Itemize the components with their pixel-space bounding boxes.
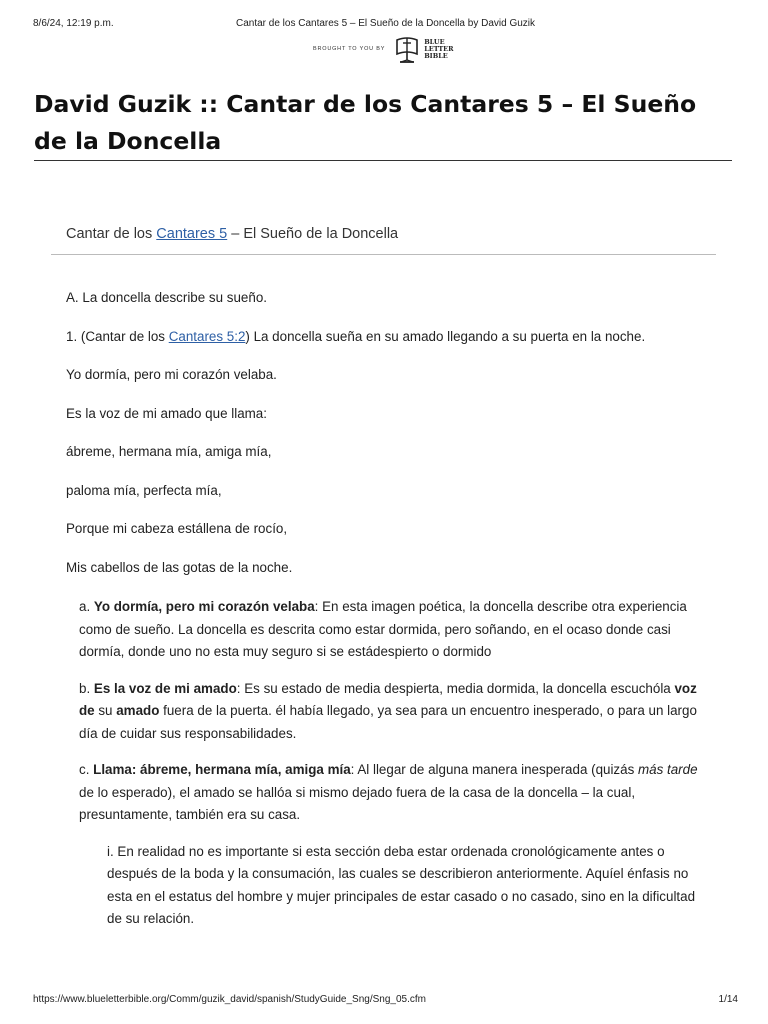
verse-line: ábreme, hermana mía, amiga mía, bbox=[66, 444, 272, 459]
verse-line: Mis cabellos de las gotas de la noche. bbox=[66, 559, 293, 575]
verse-line: Es la voz de mi amado que llama: bbox=[66, 405, 267, 421]
logo-wordmark: BLUE LETTER BIBLE bbox=[424, 37, 454, 60]
blue-letter-bible-logo[interactable] bbox=[393, 34, 453, 64]
verse-line: paloma mía, perfecta mía, bbox=[66, 482, 222, 498]
print-footer bbox=[33, 994, 738, 1005]
print-doc-title: Cantar de los Cantares 5 – El Sueño de la Doncella by David Guzik bbox=[235, 18, 536, 29]
commentary-body bbox=[66, 288, 706, 945]
brand-banner[interactable] bbox=[313, 34, 454, 64]
subtitle-divider bbox=[51, 254, 716, 255]
section-heading: A. La doncella describe su sueño. bbox=[66, 290, 267, 305]
cantares-5-link[interactable]: Cantares 5 bbox=[156, 226, 228, 242]
book-stand-icon bbox=[393, 34, 421, 64]
page-title: David Guzik :: Cantar de los Cantares 5 – El Sueño de la Doncella bbox=[34, 90, 697, 155]
title-divider bbox=[34, 160, 732, 161]
brought-to-you-by: BROUGHT TO YOU BY bbox=[313, 46, 386, 52]
verse-line: Porque mi cabeza estállena de rocío, bbox=[66, 521, 288, 536]
verse-line: Yo dormía, pero mi corazón velaba. bbox=[66, 367, 277, 382]
print-url: https://www.blueletterbible.org/Comm/guzik_david/spanish/StudyGuide_Sng/Sng_05.cfm bbox=[33, 994, 426, 1005]
note-b: b. Es la voz de mi amado: Es su estado de media despierta, media dormida, la doncella escuchóla voz de su amado fuera de la puerta. él había llegado, ya sea para un encuentro inesperado, o para un largo día de cuidar sus responsabilidades. bbox=[79, 680, 697, 741]
note-c-i: i. En realidad no es importante si esta sección deba estar ordenada cronológicamente antes o después de la boda y la consumación, las cuales se describieron anteriormente. Aquíel énfasis no esta en el estatus del hombre y mujer principales de estar casado o no casado, sino en la dificultad de su relación. bbox=[107, 843, 696, 926]
page-number: 1/14 bbox=[718, 994, 738, 1005]
verse-intro: 1. (Cantar de los Cantares 5:2) La doncella sueña en su amado llegando a su puerta en la noche. bbox=[66, 328, 646, 344]
cantares-5-2-link[interactable]: Cantares 5:2 bbox=[168, 328, 246, 344]
chapter-subtitle: Cantar de los Cantares 5 – El Sueño de la Doncella bbox=[66, 226, 399, 242]
print-date: 8/6/24, 12:19 p.m. bbox=[33, 18, 114, 29]
note-c: c. Llama: ábreme, hermana mía, amiga mía: Al llegar de alguna manera inesperada (quizás más tarde de lo esperado), el amado se hallóa si mismo dejado fuera de la casa de la doncella – la cual, presuntamente, también era su casa. bbox=[79, 762, 698, 822]
note-a: a. Yo dormía, pero mi corazón velaba: En esta imagen poética, la doncella describe otra experiencia como de sueño. La doncella es descrita como estar dormida, pero soñando, en el ocaso donde casi dormía, donde uno no esta muy seguro si se estádespierto o dormido bbox=[79, 599, 687, 659]
